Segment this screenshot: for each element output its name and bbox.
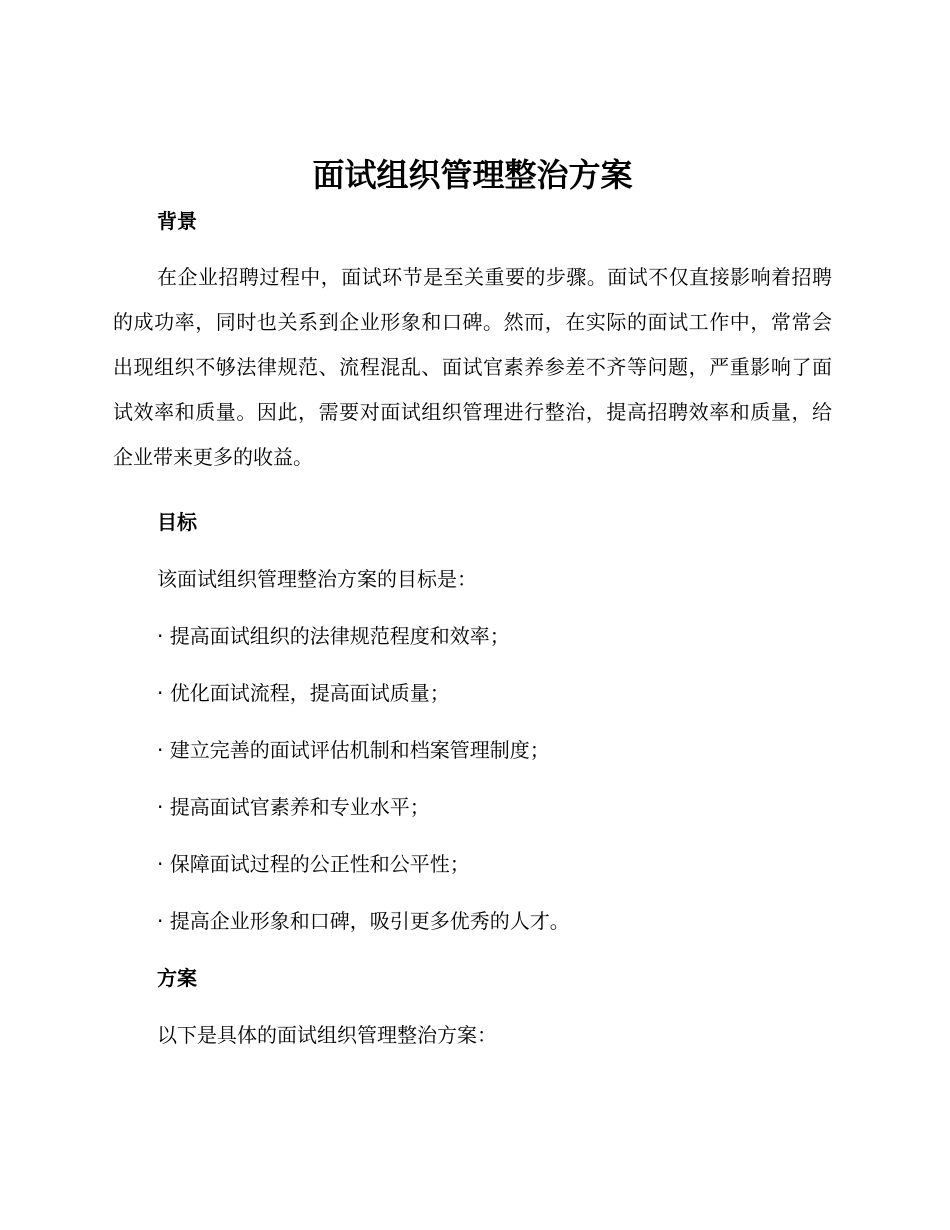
- goal-item: · 提高企业形象和口碑，吸引更多优秀的人才。: [157, 909, 570, 933]
- section-heading-background: 背景: [157, 209, 197, 233]
- section-heading-plan: 方案: [157, 966, 197, 990]
- goal-item: · 提高面试组织的法律规范程度和效率；: [157, 624, 510, 648]
- goal-item: · 保障面试过程的公正性和公平性；: [157, 852, 470, 876]
- goal-item: · 建立完善的面试评估机制和档案管理制度；: [157, 738, 550, 762]
- goals-intro: 该面试组织管理整治方案的目标是：: [157, 567, 477, 591]
- goal-item: · 优化面试流程，提高面试质量；: [157, 681, 450, 705]
- page-title: 面试组织管理整治方案: [312, 156, 633, 194]
- goal-item: · 提高面试官素养和专业水平；: [157, 795, 430, 819]
- plan-intro: 以下是具体的面试组织管理整治方案：: [157, 1023, 497, 1047]
- section-heading-goals: 目标: [157, 510, 197, 534]
- background-paragraph: 在企业招聘过程中，面试环节是至关重要的步骤。面试不仅直接影响着招聘的成功率，同时也关系到企业形象和口碑。然而，在实际的面试工作中，常常会出现组织不够法律规范、流程混乱、面试官素养参差不齐等问题，严重影响了面试效率和质量。因此，需要对面试组织管理进行整治，提高招聘效率和质量，给企业带来更多的收益。: [113, 265, 832, 469]
